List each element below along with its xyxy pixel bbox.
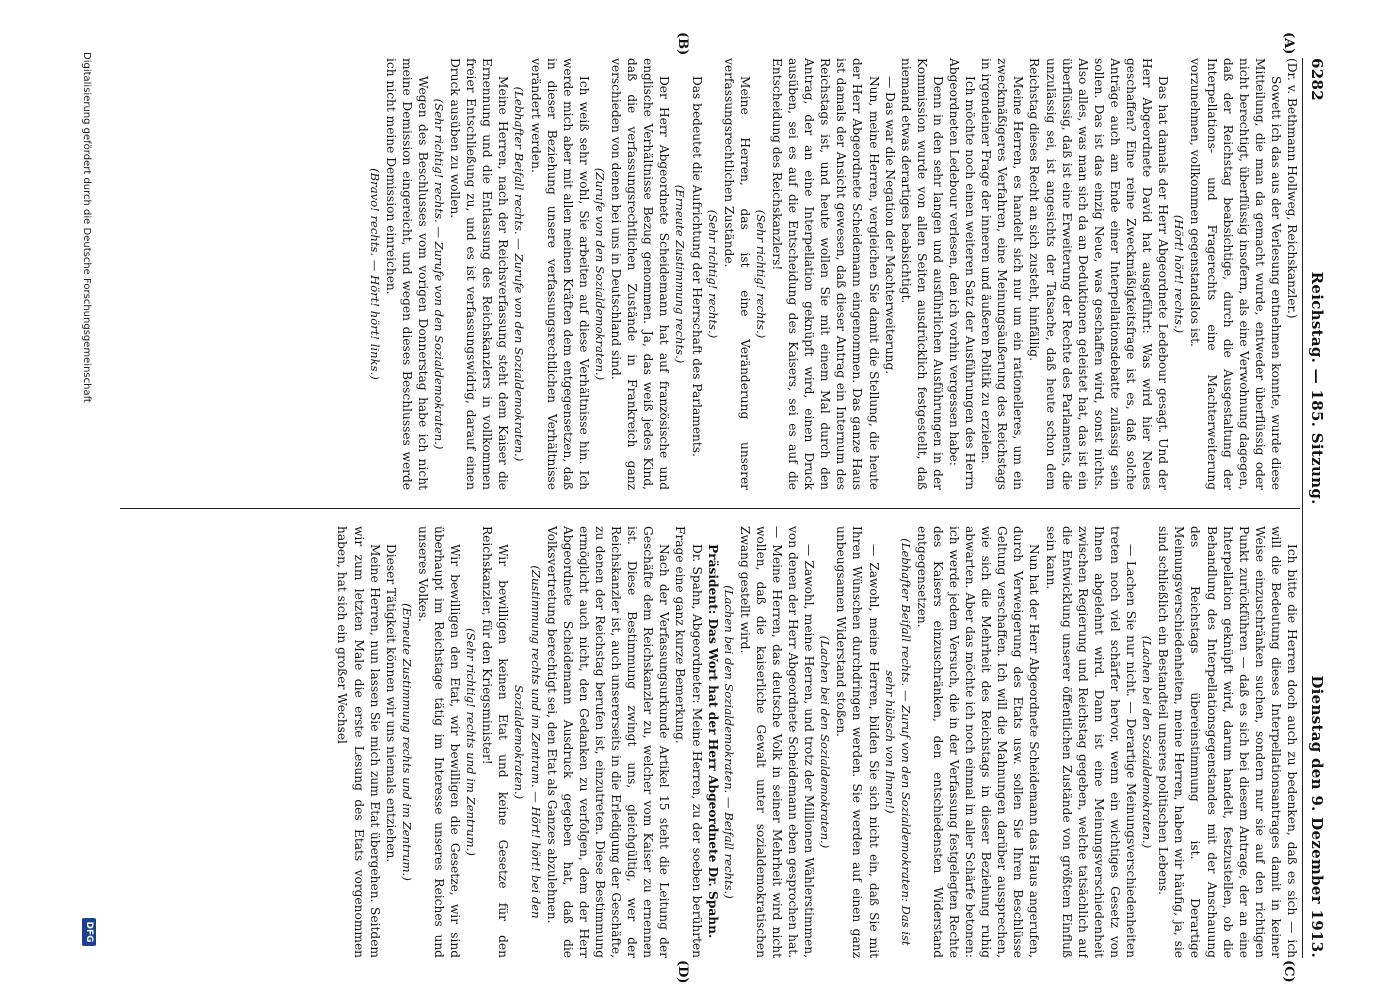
interjection: (Sehr richtig! rechts.) xyxy=(753,209,768,339)
paragraph: — Zawohl, meine Herren, bilden Sie sich nicht ein, daß Sie mit Ihren Wünschen durchdringen werden. Sie werden auf einen ganz unbeugsamen Widerstand stoßen. xyxy=(834,526,881,958)
paragraph: Meine Herren, das ist eine Veränderung unserer verfassungsrechtlichen Zustände. xyxy=(721,58,752,490)
dfg-logo-icon: DFG xyxy=(82,918,96,946)
paragraph: Der Herr Abgeordnete Scheidemann hat auf französische und englische Verhältnisse Bezug genommen. Ja, das weiß jedes Kind, daß die verfassungsrechtlichen Zustände in Frankreich ganz verschieden von denen bei uns in Deutschland sind. xyxy=(609,58,672,490)
interjection: (Zustimmung rechts und im Zentrum. — Hört! hört! bei den Sozialdemokraten.) xyxy=(512,565,543,919)
header-rule xyxy=(1302,58,1303,958)
interjection: (Sehr richtig! rechts.) xyxy=(705,209,720,339)
interjection: (Zurufe von den Sozialdemokraten.) xyxy=(592,167,607,381)
quote: Denn in den sehr langen und ausführlichen Ausführungen in der Kommission wurde von allen Seiten ausdrücklich festgestellt, daß niemand etwas derartiges beabsichtigt. xyxy=(898,58,945,490)
paragraph: Ich weiß sehr wohl, Sie arbeiten auf diese Verhältnisse hin. Ich werde mich aber mit allen meinen Kräften dem entgegensetzen, daß in dieser Beziehung unsere verfassungsrechtlichen Verhältnisse verändert werden. xyxy=(528,58,591,490)
interjection: (Lachen bei den Sozialdemokraten. — Beifall rechts.) xyxy=(721,585,736,899)
interjection: (Hört! hört! rechts.) xyxy=(1172,214,1187,334)
president-line: Präsident: Das Wort hat der Herr Abgeordnete Dr. Spahn. xyxy=(705,544,720,939)
paragraph: Wir bewilligen keinen Etat und keine Gesetze für den Reichskanzler, für den Kriegsminister! xyxy=(480,526,511,958)
paragraph: Nun, meine Herren, vergleichen Sie damit die Stellung, die heute der Herr Abgeordnete Scheidemann eingenommen. Das ganze Haus ist damals der Ansicht gewesen, daß dieser Antrag ein Internum des Reichstags ist, und heute wollen Sie mit einem Mal durch den Antrag, der an eine Interpellation geknüpft wird, einen Druck ausüben, sei es auf die Entscheidung des Kaisers, sei es auf die Entscheidung des Reichskanzlers! xyxy=(770,58,881,490)
paragraph: Meine Herren, es handelt sich nur um ein rationelleres, um ein zweckmäßigeres Verfahren, eine Meinungsäußerung des Reichstags in irgendeiner Frage der inneren und äußeren Politik zu erzielen. xyxy=(979,58,1026,490)
interjection: (Sehr richtig! rechts und im Zentrum.) xyxy=(464,628,479,856)
interjection: (Sehr richtig! rechts. — Zurufe von den Sozialdemokraten.) xyxy=(432,98,447,450)
page-number: 6282 xyxy=(1308,58,1326,101)
paragraph: Meine Herren, nun lassen Sie mich zum Etat übergehen. Seitdem wir zum letzten Male die erste Lesung des Etats vorgenommen haben, hat sich ein großer Wechsel xyxy=(335,526,382,958)
paragraph: Dr. Spahn, Abgeordneter: Meine Herren, zu der soeben berührten Frage eine ganz kurze Bemerkung. xyxy=(673,526,704,958)
paragraph: — Zawohl, meine Herren, und trotz der Millionen Wählerstimmen, von denen der Herr Abgeordnete Scheidemann eben gesprochen hat. — Meine Herren, das deutsche Volk in seiner Mehrheit wird nicht wollen, daß die kaiserliche Gewalt unter sozialdemokratischen Zwang gestellt wird. xyxy=(737,526,817,958)
column-divider xyxy=(120,508,1300,509)
interjection: (Lachen bei den Sozialdemokraten.) xyxy=(818,635,833,849)
paragraph: Meine Herren, nach der Reichsverfassung steht dem Kaiser die Ernennung und die Entlassung des Reichskanzlers in vollkommen freier Entschließung zu, und es ist verfassungswidrig, darauf einen Druck ausüben zu wollen. xyxy=(448,58,511,490)
interjection: (Bravo! rechts. — Hört! hört! links.) xyxy=(367,168,382,380)
interjection: (Lachen bei den Sozialdemokraten.) xyxy=(1140,635,1155,849)
speaker-line: (Dr. v. Bethmann Hollweg, Reichskanzler.) xyxy=(1285,58,1299,319)
interjection: (Erneute Zustimmung rechts und im Zentrum.) xyxy=(399,603,414,881)
paragraph: — Lachen Sie nur nicht. — Derartige Meinungsverschiedenheiten treten noch viel schärfer hervor, wenn ein wichtiges Gesetz von Ihnen abgelehnt wird. Dann ist eine Meinungsverschiedenheit zwischen Regierung und Reichstag gegeben, welche tatsächlich auf die Entwicklung unserer öffentlichen Zustände von größtem Einfluß sein kann. xyxy=(1043,526,1139,958)
header-date: Dienstag den 9. Dezember 1913. xyxy=(1308,675,1326,958)
paragraph: Das bedeutet die Aufrichtung der Herrschaft des Parlaments. xyxy=(689,76,704,457)
margin-marker-c: (C) xyxy=(1281,960,1296,983)
paragraph: Dieser Tätigkeit können wir uns niemals entziehen. xyxy=(383,544,398,863)
paragraph: Nach der Verfassungsurkunde Artikel 15 steht die Leitung der Geschäfte dem Reichskanzler zu, welcher vom Kaiser zu ernennen ist. Diese Bestimmung zwingt uns, gleichgültig, wer der Reichskanzler ist, auch unsererseits in die Erledigung der Geschäfte, zu denen der Reichstag berufen ist, einzutreten. Diese Bestimmung ermöglicht auch nicht, den Gedanken zu verfolgen, dem der Herr Abgeordnete Scheidemann Ausdruck gegeben hat, daß die Volksvertretung berechtigt sei, den Etat als Ganzes abzulehnen. xyxy=(544,526,672,958)
page-header xyxy=(1304,58,1330,958)
paragraph: Wegen des Beschlusses vom vorigen Donnerstag habe ich nicht meine Demission eingereicht, und wegen dieses Beschlusses werde ich nicht meine Demission einreichen. xyxy=(383,58,430,490)
paragraph: — Das war die Negation der Machterweiterung. xyxy=(882,76,897,375)
right-column xyxy=(120,526,1300,958)
interjection: (Lebhafter Beifall rechts. — Zurufe von den Sozialdemokraten.) xyxy=(512,86,527,462)
paragraph: Sowett ich das aus der Verlesung entnehmen konnte, wurde diese Mitteilung, die man da gemacht wurde, entweder überflüssig oder nicht berechtigt, überflüssig insofern, als eine Verwohnung dagegen, daß der Reichstag beabsichtige, durch die Ausgestaltung der Interpellations- und Fragerechts eine Machterweiterung vorzunehmen, vollkommen gegenstandslos ist. xyxy=(1188,58,1283,490)
paragraph: Ich bitte die Herren doch auch zu bedenken, daß es sich — ich will die Bedeutung dieses Interpellationsantrages damit in keiner Weise einzuschränken suchen, sondern nur sie auf den richtigen Punkt zurückführen — daß es sich bei diesem Antrage, der an eine Interpellation geknüpft wird, darum handelt, festzustellen, ob die Behandlung des Interpellationsgegenstandes mit der Anschauung des Reichstags übereinstimmung ist. Derartige Meinungsverschiedenheiten, meine Herren, haben wir häufig, ja, sie sind schließlich ein Bestandteil unseres politischen Lebens. xyxy=(1156,526,1299,958)
margin-marker-b: (B) xyxy=(675,32,690,56)
margin-marker-d: (D) xyxy=(675,960,690,984)
margin-marker-a: (A) xyxy=(1281,32,1296,55)
interjection: (Erneute Zustimmung rechts.) xyxy=(673,184,688,364)
paragraph: Das hat damals der Herr Abgeordnete Ledebour gesagt. Und der Herr Abgeordnete David hat ausgeführt: Was wird hier Neues geschaffen? Eine reine Zweckmäßigkeitsfrage ist es, daß solche Anträge auch am Ende einer Interpellationsdebatte zulässig sein sollen. Das ist das einzig Neue, was geschaffen wird, sonst nichts. Also alles, was man sich da an Deduktionen geleistet hat, das ist ein überflüssig, daß ist eine Erweiterung der Rechte des Parlaments, die unzulässig sei, ist angesichts der Tatsache, daß heute schon dem Reichstag dieses Recht an sich zusteht, hinfällig. xyxy=(1027,58,1171,490)
left-column xyxy=(120,58,1300,490)
header-title: Reichstag. — 185. Sitzung. xyxy=(1308,271,1326,505)
digitization-credit: Digitalisierung gefördert durch die Deutsche Forschungsgemeinschaft xyxy=(81,52,92,403)
interjection: (Lebhafter Beifall rechts. — Zuruf von den Sozialdemokraten: Das ist sehr hübsch von Ihnen!) xyxy=(882,538,913,946)
paragraph: Nun hat der Herr Abgeordnete Scheidemann das Haus angerufen, durch Verweigerung des Etats usw. sollen Sie Ihren Beschlüsse Geltung verschaffen. Ich will die Mahnungen darüber aussprechen, wie sich die Mehrheit des Reichstags in dieser Beziehung ruhig abwarten. Aber das möchte ich noch einmal in aller Schärfe betonen: ich werde jedem Versuch, die in der Verfassung festgelegten Rechte des Kaisers einzuschränken, den entschiedensten Widerstand entgegensetzen. xyxy=(914,526,1042,958)
paragraph: Wir bewilligen den Etat, wir bewilligen die Gesetze, wir sind überhaupt im Reichstage tätig im Interesse unseres Reiches und unseres Volkes. xyxy=(415,526,463,958)
document-page xyxy=(80,32,1330,984)
paragraph: Ich möchte noch einen weiteren Satz der Ausführungen des Herrn Abgeordneten Ledebour verlesen, den ich vorhin vergessen habe: xyxy=(947,58,978,490)
